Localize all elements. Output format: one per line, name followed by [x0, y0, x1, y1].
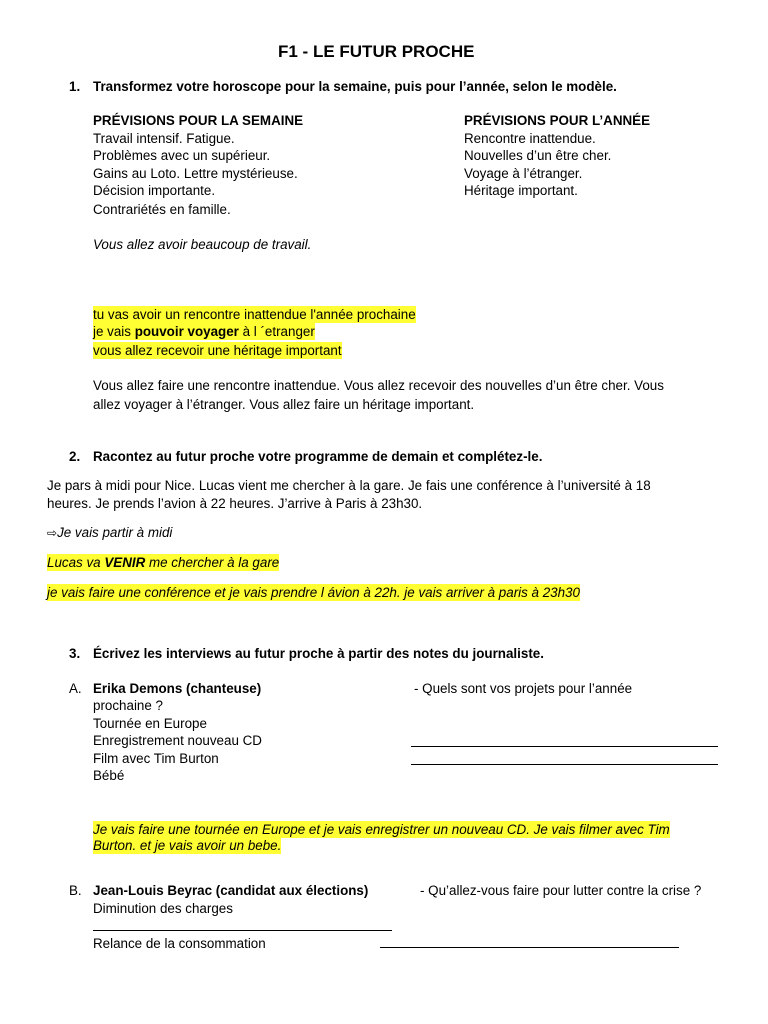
interview-question: prochaine ? [93, 698, 163, 713]
q1-number: 1. [69, 79, 81, 94]
q2-text: Je pars à midi pour Nice. Lucas vient me chercher à la gare. Je fais une conférence à l’université à 18 [47, 478, 651, 493]
q2-instruction: Racontez au futur proche votre programme de demain et complétez-le. [93, 449, 543, 464]
year-item: Voyage à l’étranger. [464, 166, 583, 181]
week-item: Problèmes avec un supérieur. [93, 148, 271, 163]
journalist-note: Film avec Tim Burton [93, 751, 219, 766]
year-item: Rencontre inattendue. [464, 131, 596, 146]
journalist-note: Diminution des charges [93, 901, 233, 916]
interviewee-name: Jean-Louis Beyrac (candidat aux élections) [93, 883, 369, 898]
interview-question: - Quels sont vos projets pour l’année [414, 681, 633, 696]
model-sentence: Vous allez avoir beaucoup de travail. [93, 237, 312, 252]
page-title: F1 - LE FUTUR PROCHE [278, 42, 475, 61]
highlighted-answer: je vais faire une conférence et je vais prendre l ávion à 22h. je vais arriver à paris à 23h30 [47, 585, 580, 600]
week-item: Travail intensif. Fatigue. [93, 131, 235, 146]
q3-number: 3. [69, 646, 81, 661]
q2-example: ⇨Je vais partir à midi [47, 525, 173, 540]
journalist-note: Tournée en Europe [93, 716, 207, 731]
q1-instruction: Transformez votre horoscope pour la semaine, puis pour l’année, selon le modèle. [93, 79, 617, 94]
arrow-icon: ⇨ [47, 526, 58, 540]
journalist-note: Bébé [93, 768, 125, 783]
answer-blank-line [411, 764, 718, 765]
journalist-note: Relance de la consommation [93, 936, 266, 951]
answer-blank-line [411, 746, 718, 747]
week-heading: PRÉVISIONS POUR LA SEMAINE [93, 113, 304, 128]
journalist-note: Enregistrement nouveau CD [93, 733, 262, 748]
week-item: Décision importante. [93, 183, 216, 198]
q2-number: 2. [69, 449, 81, 464]
highlighted-answer: Lucas va VENIR me chercher à la gare [47, 555, 280, 570]
answer-text: Vous allez faire une rencontre inattendue. Vous allez recevoir des nouvelles d’un être cher. Vous [93, 378, 664, 393]
q3-instruction: Écrivez les interviews au futur proche à partir des notes du journaliste. [93, 646, 544, 661]
answer-blank-line [380, 947, 679, 948]
year-item: Héritage important. [464, 183, 578, 198]
interviewee-name: Erika Demons (chanteuse) [93, 681, 262, 696]
week-item: Gains au Loto. Lettre mystérieuse. [93, 166, 298, 181]
highlighted-answer: je vais pouvoir voyager à l ´etranger [93, 324, 315, 339]
item-letter: B. [69, 883, 82, 898]
year-heading: PRÉVISIONS POUR L’ANNÉE [464, 113, 651, 128]
year-item: Nouvelles d’un être cher. [464, 148, 612, 163]
answer-text: allez voyager à l’étranger. Vous allez faire un héritage important. [93, 397, 475, 412]
interview-question: - Qu’allez-vous faire pour lutter contre la crise ? [420, 883, 702, 898]
item-letter: A. [69, 681, 82, 696]
highlighted-answer: Burton. et je vais avoir un bebe. [93, 838, 282, 853]
highlighted-answer: Je vais faire une tournée en Europe et je vais enregistrer un nouveau CD. Je vais filmer avec Tim [93, 822, 670, 837]
q2-text: heures. Je prends l’avion à 22 heures. J’arrive à Paris à 23h30. [47, 496, 423, 511]
highlighted-answer: tu vas avoir un rencontre inattendue l'année prochaine [93, 307, 416, 322]
highlighted-answer: vous allez recevoir une héritage important [93, 343, 342, 358]
week-item: Contrariétés en famille. [93, 202, 231, 217]
answer-blank-line [93, 930, 392, 931]
